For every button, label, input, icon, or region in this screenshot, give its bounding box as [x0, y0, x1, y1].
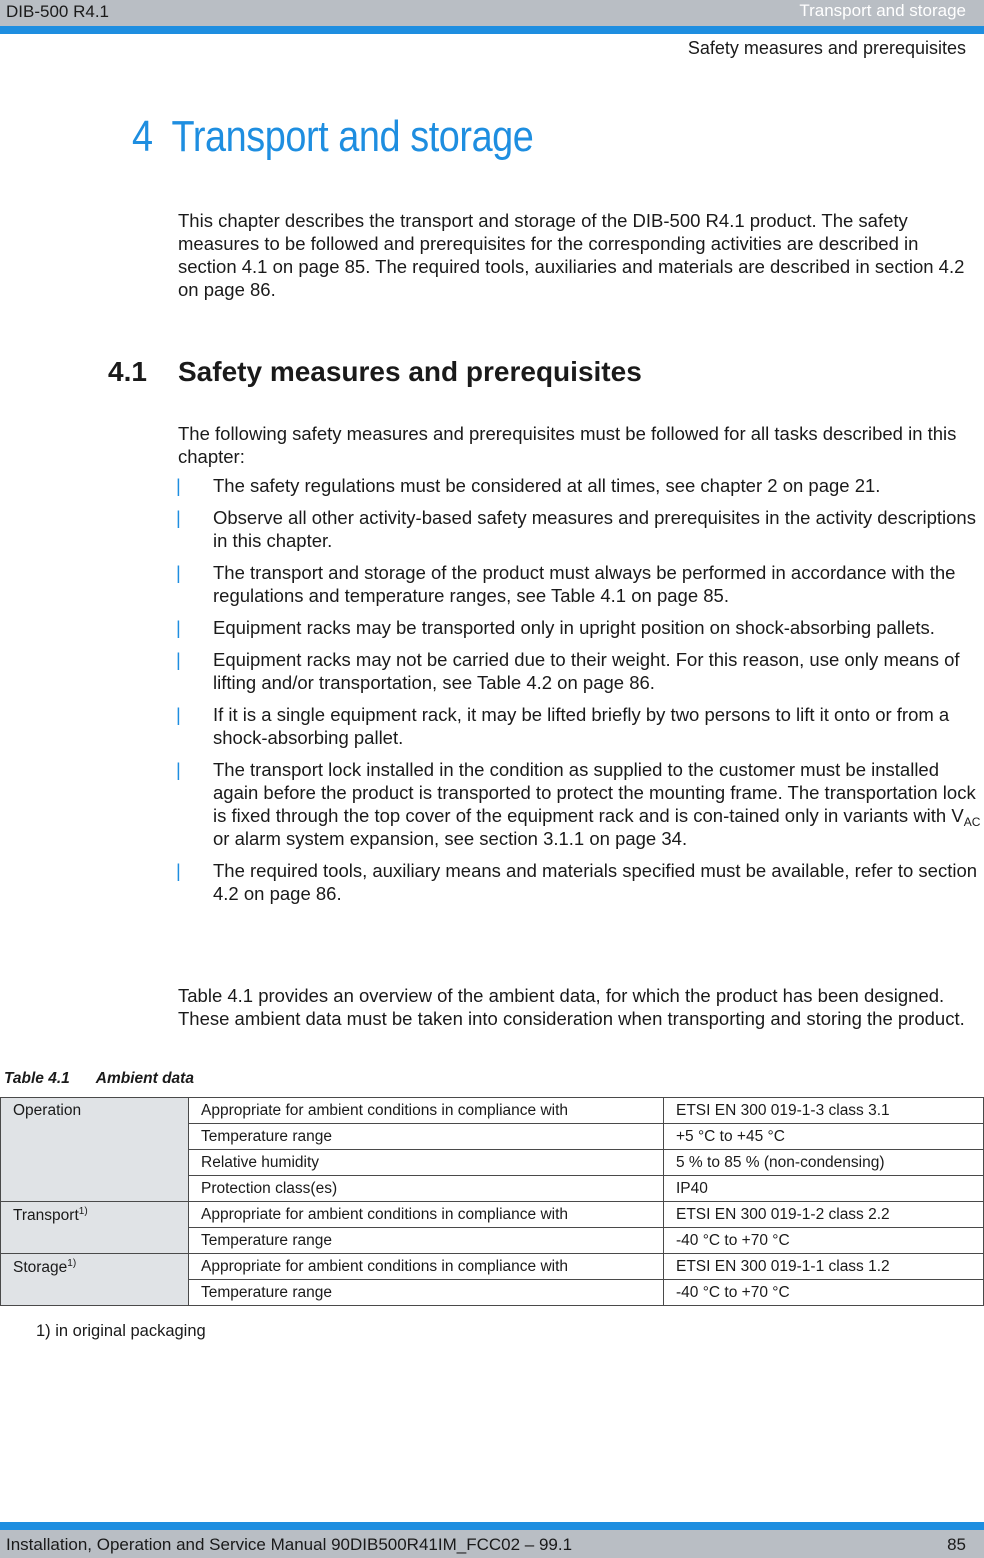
parameter-cell: Relative humidity — [189, 1150, 664, 1176]
footer-accent-line — [0, 1522, 984, 1530]
list-item — [178, 616, 984, 639]
value-cell: -40 °C to +70 °C — [664, 1280, 984, 1306]
section-title — [108, 356, 642, 388]
parameter-cell: Appropriate for ambient conditions in compliance with — [189, 1254, 664, 1280]
value-cell: +5 °C to +45 °C — [664, 1124, 984, 1150]
parameter-cell: Temperature range — [189, 1124, 664, 1150]
header-accent-line — [0, 26, 984, 34]
bullet-marker: | — [176, 562, 181, 583]
footnote-ref: 1) — [67, 1258, 77, 1269]
group-name: Transport — [13, 1207, 79, 1225]
parameter-cell: Temperature range — [189, 1228, 664, 1254]
value-cell: ETSI EN 300 019-1-3 class 3.1 — [664, 1098, 984, 1124]
group-name: Operation — [13, 1102, 82, 1119]
table-row — [1, 1202, 984, 1228]
list-item-text: Observe all other activity-based safety measures and prerequisites in the activity descriptions in this chapter. — [213, 507, 976, 551]
footer-manual: Installation, Operation and Service Manual 90DIB500R41IM_FCC02 – 99.1 — [6, 1535, 573, 1554]
value-cell: -40 °C to +70 °C — [664, 1228, 984, 1254]
section-intro: The following safety measures and prerequisites must be followed for all tasks described in this chapter: — [178, 423, 957, 467]
table-group-cell — [1, 1254, 189, 1306]
list-item — [178, 758, 984, 850]
bullet-marker: | — [176, 704, 181, 725]
list-item-text: The transport lock installed in the condition as supplied to the customer must be installed again before the product is transported to protect the mounting frame. The transportation lock is fixed through the top cover of the equipment rack and is con-tained only in variants with $V_{AC}$ or alarm system expansion, see section 3.1.1 on page 34. — [213, 759, 981, 849]
value-cell: 5 % to 85 % (non-condensing) — [664, 1150, 984, 1176]
chapter-title-text: Transport and storage — [171, 112, 534, 161]
table-group-cell — [1, 1202, 189, 1254]
header-product: DIB-500 R4.1 — [6, 2, 109, 21]
table-row — [1, 1254, 984, 1280]
parameter-cell: Appropriate for ambient conditions in compliance with — [189, 1202, 664, 1228]
bullet-marker: | — [176, 649, 181, 670]
list-item-text: Equipment racks may be transported only in upright position on shock-absorbing pallets. — [213, 617, 935, 638]
chapter-title — [132, 112, 533, 162]
bullet-marker: | — [176, 507, 181, 528]
list-item — [178, 859, 984, 905]
parameter-cell: Protection class(es) — [189, 1176, 664, 1202]
footnote-ref: 1) — [78, 1206, 88, 1217]
list-item-text: If it is a single equipment rack, it may be lifted briefly by two persons to lift it onto or from a shock-absorbing pallet. — [213, 704, 950, 748]
group-name: Storage — [13, 1259, 68, 1277]
list-item — [178, 703, 984, 749]
bullet-list — [178, 474, 984, 914]
parameter-cell: Appropriate for ambient conditions in compliance with — [189, 1098, 664, 1124]
footer-page-number: 85 — [947, 1535, 966, 1554]
value-cell: IP40 — [664, 1176, 984, 1202]
table-title: Ambient data — [95, 1070, 194, 1087]
value-cell: ETSI EN 300 019-1-1 class 1.2 — [664, 1254, 984, 1280]
list-item — [178, 648, 984, 694]
bullet-marker: | — [176, 759, 181, 780]
header-chapter: Transport and storage — [799, 1, 966, 20]
chapter-intro: This chapter describes the transport and storage of the DIB-500 R4.1 product. The safety measures to be followed and prerequisites for the corresponding activities are described in section 4.1 on page 85. The required tools, auxiliaries and materials are described in section 4.2 on page 86. — [178, 210, 965, 300]
table-group-cell — [1, 1098, 189, 1202]
list-item-text: The required tools, auxiliary means and materials specified must be available, refer to section 4.2 on page 86. — [213, 860, 978, 904]
table-label: Table 4.1 — [4, 1070, 70, 1087]
subscript-text: AC — [963, 815, 981, 829]
list-item-text: The transport and storage of the product must always be performed in accordance with the regulations and temperature ranges, see Table 4.1 on page 85. — [213, 562, 956, 606]
chapter-number: 4 — [132, 112, 153, 161]
section-title-text: Safety measures and prerequisites — [178, 356, 642, 387]
value-cell: ETSI EN 300 019-1-2 class 2.2 — [664, 1202, 984, 1228]
header-section: Safety measures and prerequisites — [687, 38, 966, 58]
bullet-marker: | — [176, 860, 181, 881]
ambient-data-table — [0, 1097, 984, 1306]
bullet-marker: | — [176, 475, 181, 496]
list-item — [178, 474, 984, 497]
list-item-text: Equipment racks may not be carried due to their weight. For this reason, use only means of lifting and/or transportation, see Table 4.2 on page 86. — [213, 649, 960, 693]
table-row — [1, 1098, 984, 1124]
bullet-marker: | — [176, 617, 181, 638]
section-number: 4.1 — [108, 356, 147, 387]
table-caption — [4, 1070, 194, 1088]
list-item — [178, 561, 984, 607]
parameter-cell: Temperature range — [189, 1280, 664, 1306]
table-footnote: 1) in original packaging — [36, 1322, 206, 1340]
list-item-text: The safety regulations must be considered at all times, see chapter 2 on page 21. — [213, 475, 881, 496]
list-item — [178, 506, 984, 552]
table-intro: Table 4.1 provides an overview of the ambient data, for which the product has been designed. These ambient data must be taken into consideration when transporting and storing the product. — [178, 985, 965, 1029]
